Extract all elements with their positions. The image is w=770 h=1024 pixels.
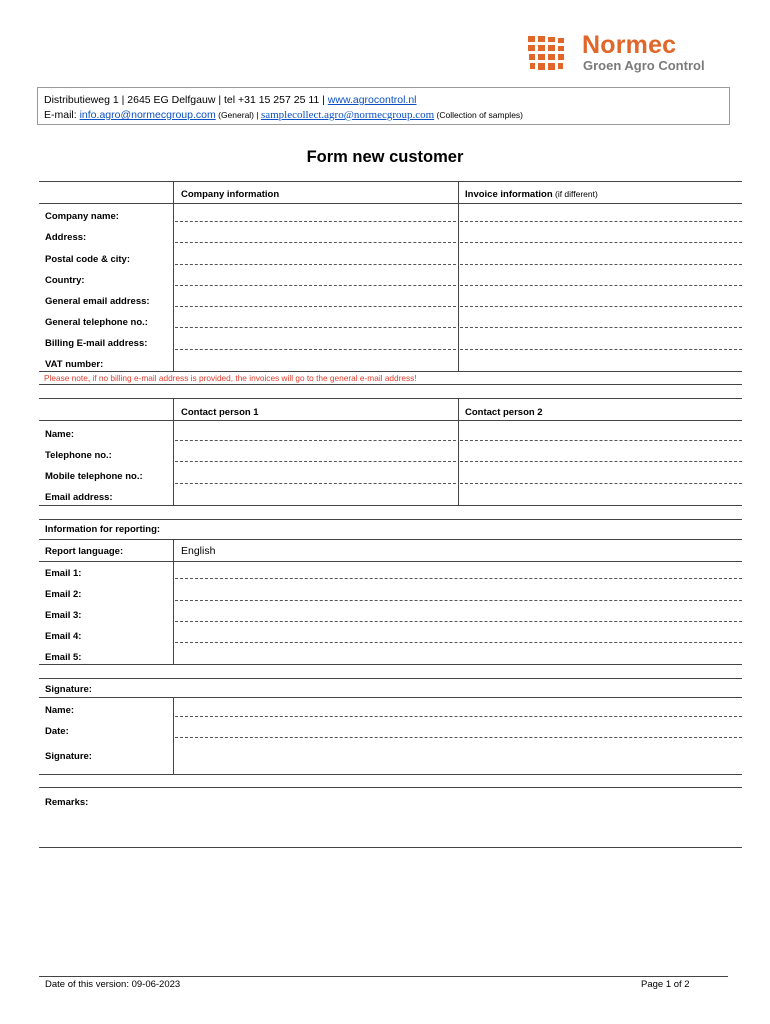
report-email-2-field[interactable] bbox=[175, 600, 742, 601]
contact-header-box bbox=[37, 87, 730, 125]
section-top-line bbox=[39, 398, 742, 399]
contact-person-1-header: Contact person 1 bbox=[181, 407, 259, 418]
label-email-3: Email 3: bbox=[45, 610, 82, 621]
label-general-telephone: General telephone no.: bbox=[45, 317, 148, 328]
contact2-telephone-field[interactable] bbox=[460, 461, 742, 462]
column-divider bbox=[173, 697, 174, 774]
label-general-email: General email address: bbox=[45, 296, 150, 307]
footer-line bbox=[39, 976, 728, 977]
contact2-mobile-field[interactable] bbox=[460, 483, 742, 484]
section-top-line bbox=[39, 519, 742, 520]
contact1-mobile-field[interactable] bbox=[175, 483, 456, 484]
label-address: Address: bbox=[45, 232, 87, 243]
label-vat-number: VAT number: bbox=[45, 359, 104, 370]
contact1-telephone-field[interactable] bbox=[175, 461, 456, 462]
section-line bbox=[39, 847, 742, 848]
label-email-5: Email 5: bbox=[45, 652, 82, 663]
column-divider bbox=[458, 398, 459, 505]
section-line bbox=[39, 561, 742, 562]
label-signature-date: Date: bbox=[45, 726, 69, 737]
column-divider bbox=[458, 181, 459, 371]
section-header-line bbox=[39, 697, 742, 698]
column-divider bbox=[173, 181, 174, 371]
label-contact-telephone: Telephone no.: bbox=[45, 450, 112, 461]
country-field[interactable] bbox=[175, 285, 456, 286]
normec-logo-icon bbox=[528, 36, 568, 74]
invoice-info-header: Invoice information (if different) bbox=[465, 189, 598, 200]
invoice-general-telephone-field[interactable] bbox=[460, 327, 742, 328]
label-contact-email: Email address: bbox=[45, 492, 113, 503]
brand-subtitle: Groen Agro Control bbox=[583, 58, 705, 73]
label-email-1: Email 1: bbox=[45, 568, 82, 579]
reporting-heading: Information for reporting: bbox=[45, 524, 161, 535]
invoice-country-field[interactable] bbox=[460, 285, 742, 286]
invoice-billing-email-field[interactable] bbox=[460, 349, 742, 350]
label-signature-name: Name: bbox=[45, 705, 75, 716]
report-email-1-field[interactable] bbox=[175, 578, 742, 579]
section-header-line bbox=[39, 420, 742, 421]
section-line bbox=[39, 664, 742, 665]
label-signature: Signature: bbox=[45, 751, 92, 762]
label-contact-name: Name: bbox=[45, 429, 75, 440]
general-email-note: (General) | bbox=[215, 110, 261, 120]
section-header-line bbox=[39, 539, 742, 540]
general-email-link[interactable]: info.agro@normecgroup.com bbox=[79, 109, 216, 121]
website-link[interactable]: www.agrocontrol.nl bbox=[327, 94, 417, 106]
company-info-header: Company information bbox=[181, 189, 280, 200]
page-number: Page 1 of 2 bbox=[641, 979, 690, 990]
version-date: Date of this version: 09-06-2023 bbox=[45, 979, 181, 990]
remarks-label: Remarks: bbox=[45, 797, 89, 808]
samples-email-note: (Collection of samples) bbox=[434, 110, 523, 120]
invoice-general-email-field[interactable] bbox=[460, 306, 742, 307]
section-line bbox=[39, 505, 742, 506]
label-country: Country: bbox=[45, 275, 85, 286]
billing-email-field[interactable] bbox=[175, 349, 456, 350]
column-divider bbox=[173, 539, 174, 664]
label-report-language: Report language: bbox=[45, 546, 124, 557]
contact-person-2-header: Contact person 2 bbox=[465, 407, 543, 418]
remarks-field[interactable] bbox=[39, 810, 742, 846]
section-line bbox=[39, 371, 742, 372]
brand-name: Normec bbox=[582, 31, 677, 59]
signature-field[interactable] bbox=[175, 740, 742, 773]
signature-heading: Signature: bbox=[45, 684, 92, 695]
section-line bbox=[39, 774, 742, 775]
label-contact-mobile: Mobile telephone no.: bbox=[45, 471, 143, 482]
general-telephone-field[interactable] bbox=[175, 327, 456, 328]
address-field[interactable] bbox=[175, 242, 456, 243]
report-email-3-field[interactable] bbox=[175, 621, 742, 622]
report-email-4-field[interactable] bbox=[175, 642, 742, 643]
section-top-line bbox=[39, 678, 742, 679]
general-email-field[interactable] bbox=[175, 306, 456, 307]
section-line bbox=[39, 384, 742, 385]
label-postal-code-city: Postal code & city: bbox=[45, 254, 130, 265]
page-title: Form new customer bbox=[306, 148, 464, 166]
label-company-name: Company name: bbox=[45, 211, 119, 222]
label-email-4: Email 4: bbox=[45, 631, 82, 642]
section-header-line bbox=[39, 203, 742, 204]
contact2-name-field[interactable] bbox=[460, 440, 742, 441]
invoice-company-name-field[interactable] bbox=[460, 221, 742, 222]
email-label: E-mail: bbox=[44, 109, 80, 121]
contact1-name-field[interactable] bbox=[175, 440, 456, 441]
postal-code-city-field[interactable] bbox=[175, 264, 456, 265]
company-name-field[interactable] bbox=[175, 221, 456, 222]
signature-date-field[interactable] bbox=[175, 737, 742, 738]
billing-warning-note: Please note, if no billing e-mail address is provided, the invoices will go to the general e-mail address! bbox=[44, 373, 417, 383]
report-language-value[interactable]: English bbox=[181, 545, 216, 557]
signature-name-field[interactable] bbox=[175, 716, 742, 717]
column-divider bbox=[173, 398, 174, 505]
samples-email-link[interactable]: samplecollect.agro@normecgroup.com bbox=[260, 109, 435, 121]
invoice-address-field[interactable] bbox=[460, 242, 742, 243]
invoice-postal-code-city-field[interactable] bbox=[460, 264, 742, 265]
label-email-2: Email 2: bbox=[45, 589, 82, 600]
section-top-line bbox=[39, 787, 742, 788]
address-text: Distributieweg 1 | 2645 EG Delfgauw | tel +31 15 257 25 11 | bbox=[44, 94, 328, 106]
section-top-line bbox=[39, 181, 742, 182]
label-billing-email: Billing E-mail address: bbox=[45, 338, 148, 349]
